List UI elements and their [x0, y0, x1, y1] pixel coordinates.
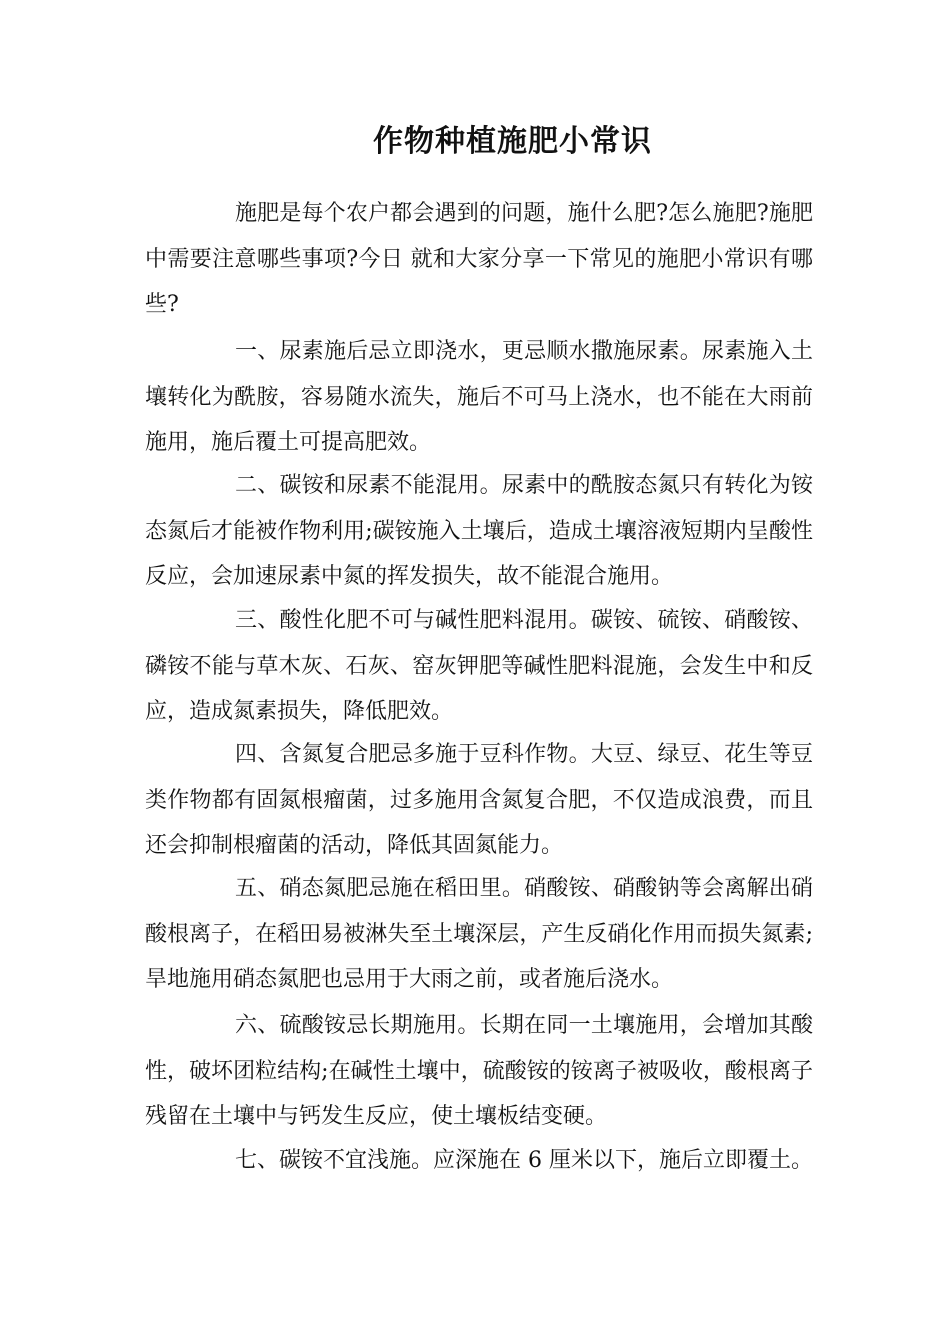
paragraph-tip-5: 五、硝态氮肥忌施在稻田里。硝酸铵、硝酸钠等会离解出硝酸根离子，在稻田易被淋失至土壤深层，产生反硝化作用而损失氮素;旱地施用硝态氮肥也忌用于大雨之前，或者施后浇水。	[145, 876, 813, 992]
paragraph-tip-6: 六、硫酸铵忌长期施用。长期在同一土壤施用，会增加其酸性，破坏团粒结构;在碱性土壤中，硫酸铵的铵离子被吸收，酸根离子残留在土壤中与钙发生反应，使土壤板结变硬。	[145, 1013, 813, 1129]
page-title: 作物种植施肥小常识	[373, 124, 652, 159]
paragraph-tip-2: 二、碳铵和尿素不能混用。尿素中的酰胺态氮只有转化为铵态氮后才能被作物利用;碳铵施入土壤后，造成土壤溶液短期内呈酸性反应，会加速尿素中氮的挥发损失，故不能混合施用。	[145, 473, 813, 589]
paragraph-tip-1: 一、尿素施后忌立即浇水，更忌顺水撒施尿素。尿素施入土壤转化为酰胺，容易随水流失，施后不可马上浇水，也不能在大雨前施用，施后覆土可提高肥效。	[145, 339, 813, 455]
paragraph-tip-3: 三、酸性化肥不可与碱性肥料混用。碳铵、硫铵、硝酸铵、磷铵不能与草木灰、石灰、窑灰钾肥等碱性肥料混施，会发生中和反应，造成氮素损失，降低肥效。	[145, 608, 813, 724]
paragraph-tip-4: 四、含氮复合肥忌多施于豆科作物。大豆、绿豆、花生等豆类作物都有固氮根瘤菌，过多施用含氮复合肥，不仅造成浪费，而且还会抑制根瘤菌的活动，降低其固氮能力。	[145, 742, 813, 858]
paragraph-intro: 施肥是每个农户都会遇到的问题，施什么肥?怎么施肥?施肥中需要注意哪些事项?今日 就和大家分享一下常见的施肥小常识有哪些?	[145, 201, 813, 317]
paragraph-tip-7: 七、碳铵不宜浅施。应深施在 6 厘米以下，施后立即覆土。	[235, 1148, 813, 1173]
